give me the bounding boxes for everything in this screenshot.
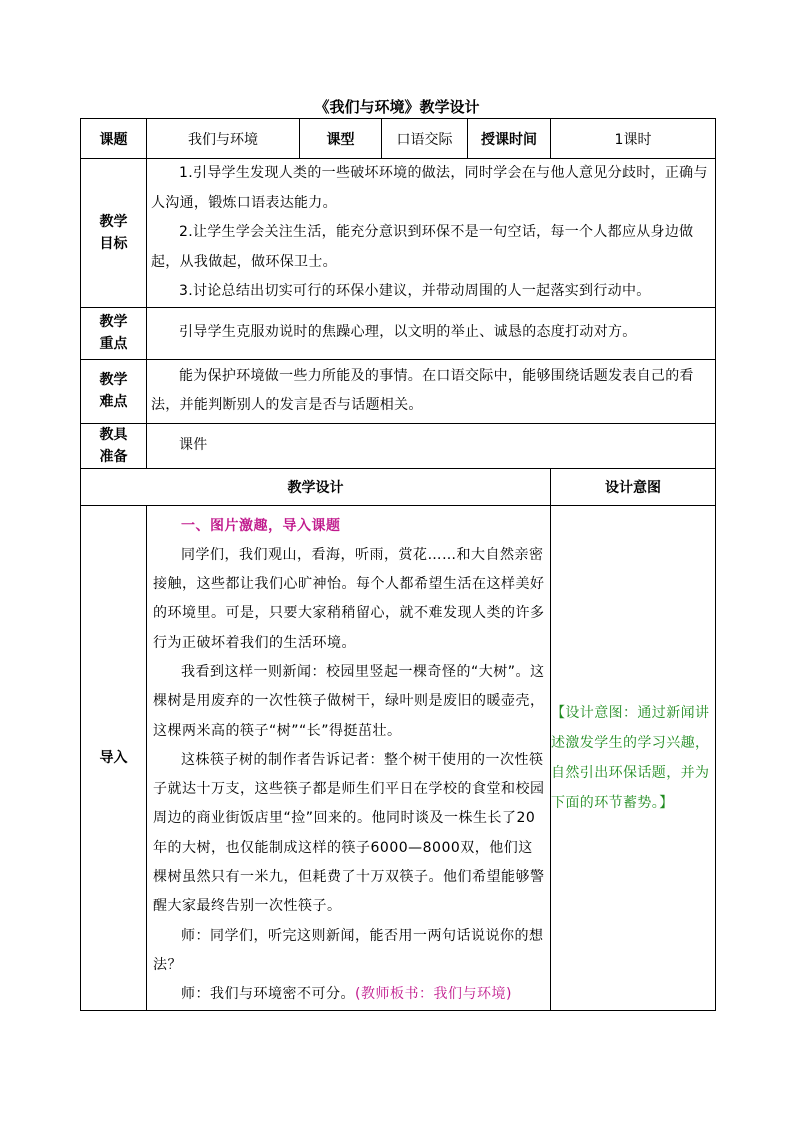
intro-paragraph: 同学们，我们观山，看海，听雨，赏花……和大自然亲密接触，这些都让我们心旷神怡。每个人都希望生活在这样美好的环境里。可是，只要大家稍稍留心，就不难发现人类的许多行为正破坏着我们的生活环境。 <box>153 546 545 651</box>
key-points-label-text: 教学 重点 <box>99 314 128 352</box>
difficulties-label <box>81 359 147 423</box>
difficulties-content <box>147 359 716 423</box>
goals-label <box>81 159 147 308</box>
intro-intent: 【设计意图：通过新闻讲述激发学生的学习兴趣，自然引出环保话题，并为下面的环节蓄势。】 <box>551 505 716 1010</box>
type-label: 课型 <box>300 119 382 159</box>
goals-label-text: 教学 目标 <box>99 213 128 252</box>
materials-text: 课件 <box>179 436 208 453</box>
intro-paragraph: 我看到这样一则新闻：校园里竖起一棵奇怪的“大树”。这棵树是用废弃的一次性筷子做树干，绿叶则是废旧的暖壶壳，这棵两米高的筷子“树”“长”得挺茁壮。 <box>153 663 545 739</box>
teacher-board-note: (教师板书：我们与环境) <box>355 986 512 1003</box>
lesson-plan-table <box>80 118 716 1011</box>
difficulties-row <box>81 359 716 423</box>
intro-paragraph: 师：同学们，听完这则新闻，能否用一两句话说说你的想法？ <box>153 927 544 973</box>
goals-row <box>81 159 716 308</box>
info-row <box>81 119 716 159</box>
goals-content <box>147 159 716 308</box>
design-header: 教学设计 <box>81 468 551 505</box>
key-points-content <box>147 307 716 359</box>
key-points-text: 引导学生克服劝说时的焦躁心理，以文明的举止、诚恳的态度打动对方。 <box>179 324 637 341</box>
materials-content <box>147 423 716 468</box>
goal-item: 1.引导学生发现人类的一些破坏环境的做法，同时学会在与他人意见分歧时，正确与人沟通，锻炼口语表达能力。 <box>151 165 708 211</box>
intro-paragraph: 这株筷子树的制作者告诉记者：整个树干使用的一次性筷子就达十万支，这些筷子都是师生们平日在学校的食堂和校园周边的商业街饭店里“捡”回来的。他同时谈及一株生长了20年的大树，也仅能制成这样的筷子6000—8000双，他们这棵树虽然只有一米九，但耗费了十万双筷子。他们希望能够警醒大家最终告别一次性筷子。 <box>153 751 545 915</box>
materials-label <box>81 423 147 468</box>
intro-last-text: 师：我们与环境密不可分。 <box>181 986 355 1003</box>
key-points-row <box>81 307 716 359</box>
type-value: 口语交际 <box>382 119 468 159</box>
goal-item: 3.讨论总结出切实可行的环保小建议，并带动周围的人一起落实到行动中。 <box>179 283 651 299</box>
materials-label-text: 教具 准备 <box>99 426 128 465</box>
intro-last-paragraph <box>153 980 546 1009</box>
materials-row <box>81 423 716 468</box>
topic-value: 我们与环境 <box>147 119 300 159</box>
time-label: 授课时间 <box>468 119 551 159</box>
intro-label: 导入 <box>81 505 147 1010</box>
difficulties-label-text: 教学 难点 <box>99 372 128 410</box>
intent-header: 设计意图 <box>551 468 716 505</box>
topic-label: 课题 <box>81 119 147 159</box>
page-title: 《我们与环境》教学设计 <box>314 98 480 116</box>
time-value: 1课时 <box>551 119 716 159</box>
intro-content <box>147 505 551 1010</box>
intro-row <box>81 505 716 1010</box>
design-header-row <box>81 468 716 505</box>
key-points-label <box>81 307 147 359</box>
section-heading: 一、图片激趣，导入课题 <box>181 517 341 534</box>
difficulties-text: 能为保护环境做一些力所能及的事情。在口语交际中，能够围绕话题发表自己的看法，并能判断别人的发言是否与话题相关。 <box>151 367 694 413</box>
goal-item: 2.让学生学会关注生活，能充分意识到环保不是一句空话，每一个人都应从身边做起，从我做起，做环保卫士。 <box>151 224 694 270</box>
